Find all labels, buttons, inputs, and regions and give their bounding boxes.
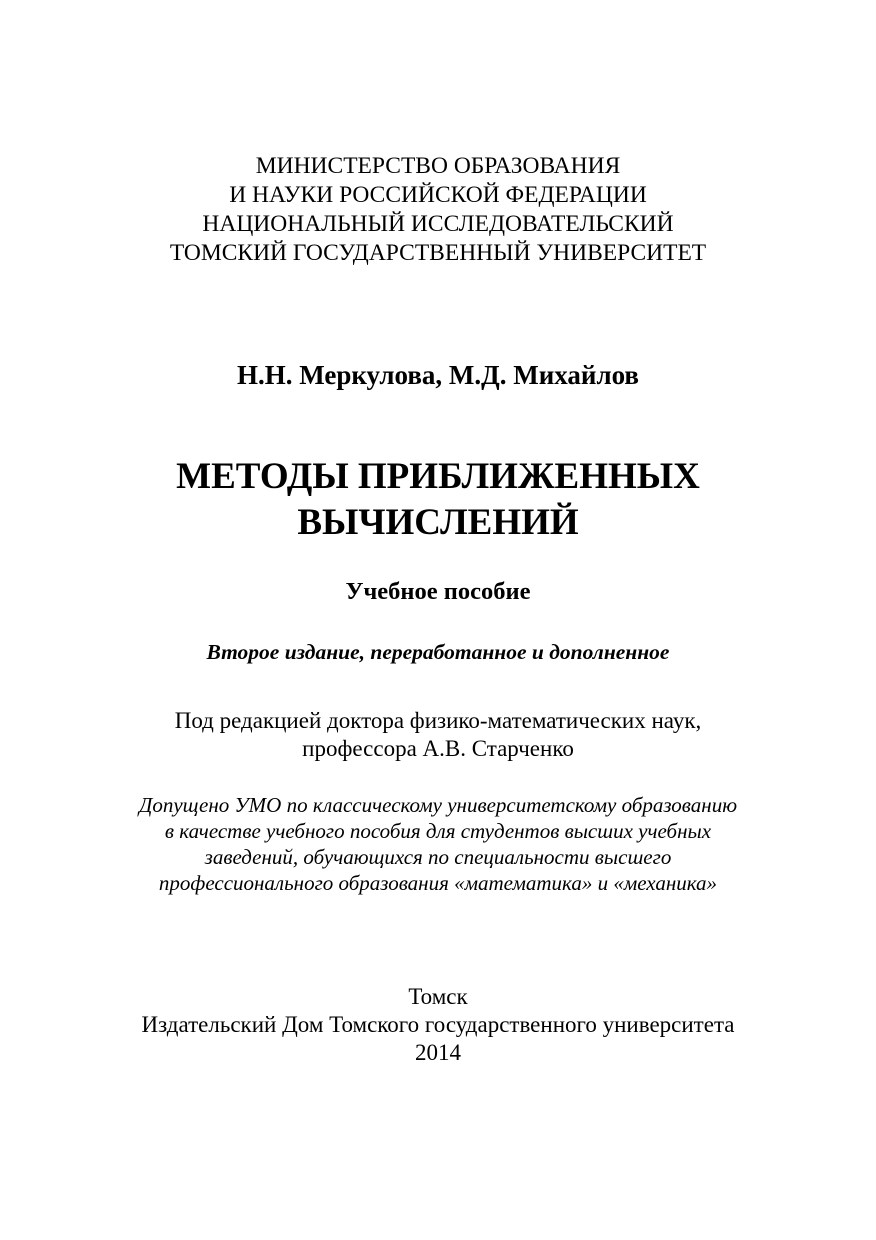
editor-line-2: профессора А.В. Старченко <box>302 736 574 761</box>
editor-line-1: Под редакцией доктора физико-математических наук, <box>174 708 702 733</box>
approval-line-3: заведений, обучающихся по специальности высшего <box>204 845 672 869</box>
approval-line-1: Допущено УМО по классическому университетскому образованию <box>139 793 737 817</box>
book-title-line-2: ВЫЧИСЛЕНИЙ <box>297 502 579 543</box>
imprint-publisher: Издательский Дом Томского государственного университета <box>141 1012 735 1037</box>
book-title-line-1: МЕТОДЫ ПРИБЛИЖЕННЫХ <box>176 456 700 497</box>
imprint-year: 2014 <box>415 1040 461 1065</box>
institution-line-4: ТОМСКИЙ ГОСУДАРСТВЕННЫЙ УНИВЕРСИТЕТ <box>169 240 707 266</box>
approval-line-2: в качестве учебного пособия для студентов высших учебных <box>164 819 712 843</box>
book-subtitle: Учебное пособие <box>345 578 531 605</box>
edition-note: Второе издание, переработанное и дополненное <box>206 640 670 664</box>
institution-line-1: МИНИСТЕРСТВО ОБРАЗОВАНИЯ <box>255 153 621 179</box>
authors: Н.Н. Меркулова, М.Д. Михайлов <box>236 360 640 390</box>
approval-line-4: профессионального образования «математика» и «механика» <box>158 871 718 895</box>
institution-line-3: НАЦИОНАЛЬНЫЙ ИССЛЕДОВАТЕЛЬСКИЙ <box>202 211 674 237</box>
institution-line-2: И НАУКИ РОССИЙСКОЙ ФЕДЕРАЦИИ <box>229 182 647 208</box>
imprint-city: Томск <box>408 984 468 1009</box>
